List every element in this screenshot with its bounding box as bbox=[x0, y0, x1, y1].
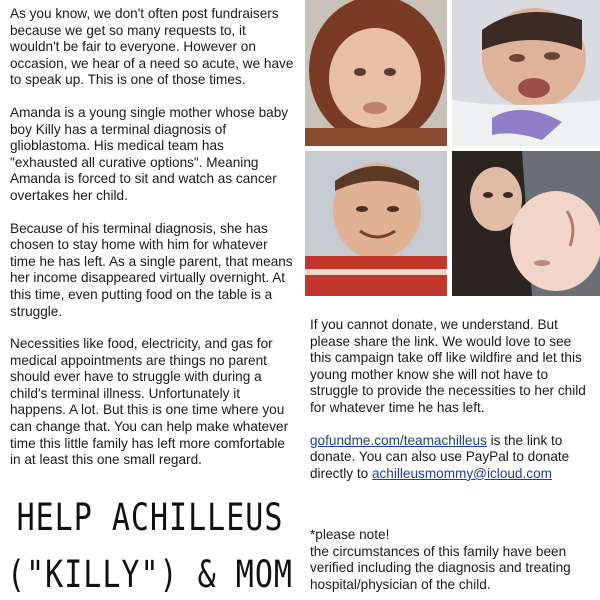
note-body: the circumstances of this family have been verified including the diagnosis and treating hospital/physician of the child. bbox=[310, 543, 571, 592]
share-paragraph: If you cannot donate, we understand. But please share the link. We would love to see this campaign take off like wildfire and let this young mother know she will not have to struggle to provide the necessities to her child for whatever time he has left. bbox=[310, 317, 586, 415]
photo-child-smiling bbox=[305, 151, 447, 296]
note-title: *please note! bbox=[310, 527, 390, 542]
situation-paragraph: Because of his terminal diagnosis, she has chosen to stay home with him for whatever time he has left. As a single parent, that means her income disappeared virtually overnight. At this time, even putting food on the table is a struggle. bbox=[10, 220, 293, 319]
share-text-column bbox=[310, 317, 595, 482]
photo-mother-and-child bbox=[452, 151, 600, 296]
donation-paragraph bbox=[310, 433, 595, 483]
verification-note bbox=[310, 527, 595, 593]
appeal-paragraph: Necessities like food, electricity, and gas for medical appointments are things no parent should ever have to struggle with during a child's terminal illness. Unfortunately it happens. A lot. But this is one time where you can change that. You can help make whatever time this little family has left more comfortable in at least this one small regard. bbox=[10, 336, 289, 468]
headline-line-1: HELP ACHILLEUS bbox=[16, 496, 284, 540]
paypal-email-link[interactable]: achilleusmommy@icloud.com bbox=[371, 465, 552, 481]
donation-text: is the link to donate. You can also use PayPal to donate directly to bbox=[310, 432, 570, 481]
photo-collage bbox=[305, 0, 600, 296]
headline-line-2: ("KILLY") & MOM bbox=[7, 553, 293, 597]
intro-paragraph: As you know, we don't often post fundraisers because we get so many requests to, it wouldn't be fair to everyone. However on occasion, we hear of a need so acute, we have to speak up. This is one of those times. bbox=[10, 6, 294, 88]
photo-child-crying-hospital bbox=[452, 0, 600, 146]
fundraiser-text-column bbox=[10, 6, 295, 485]
photo-child-hooded-towel bbox=[305, 0, 447, 146]
gofundme-link[interactable]: gofundme.com/teamachilleus bbox=[310, 432, 487, 448]
diagnosis-paragraph: Amanda is a young single mother whose baby boy Killy has a terminal diagnosis of glioblastoma. His medical team has "exhausted all curative options". Meaning Amanda is forced to sit and watch as cancer overtakes her child. bbox=[10, 104, 289, 203]
